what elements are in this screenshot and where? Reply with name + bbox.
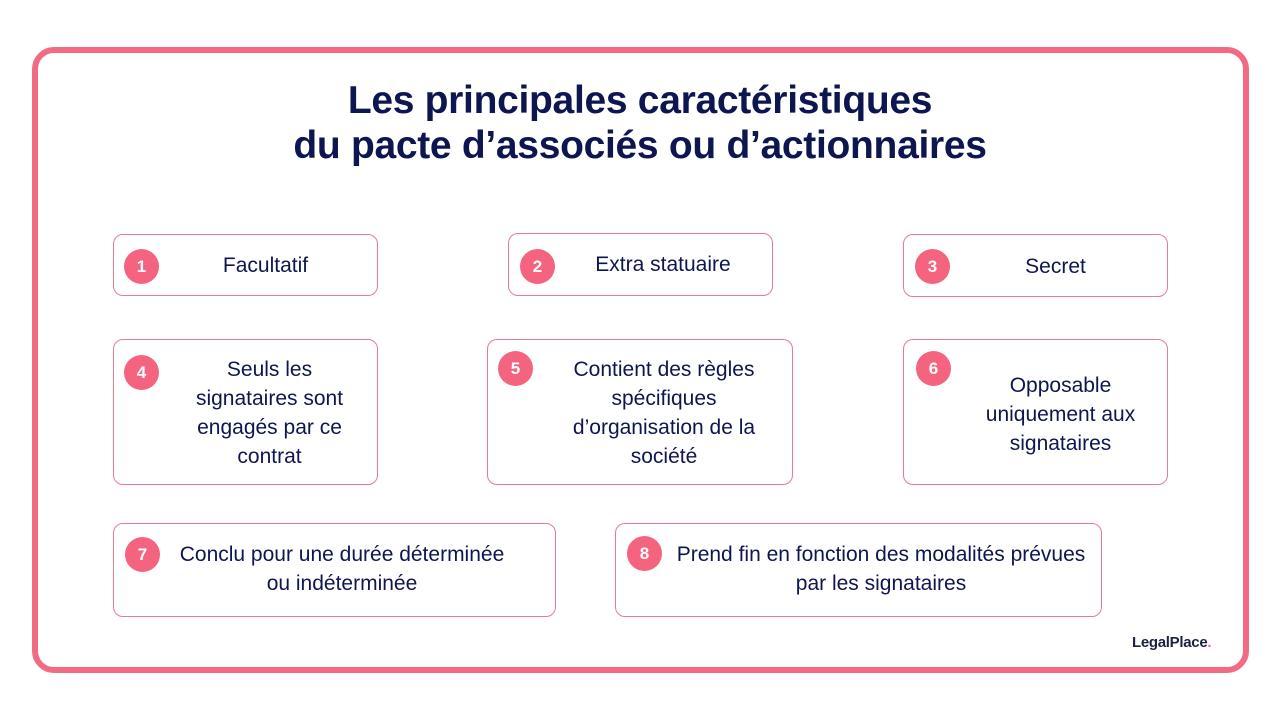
number-badge: 8 (627, 536, 662, 571)
card-2 (508, 233, 773, 296)
highlight-actionnaires: d’actionnaires (726, 124, 987, 167)
number-badge: 3 (915, 249, 950, 284)
card-6 (903, 339, 1168, 485)
card-7 (113, 523, 556, 617)
card-text: Secret (1025, 255, 1086, 278)
card-text: Opposable uniquement aux signataires (985, 374, 1136, 455)
card-1 (113, 234, 378, 296)
card-text: Contient des règles spécifiques d’organisation de la société (572, 358, 756, 468)
card-3 (903, 234, 1168, 297)
card-5 (487, 339, 793, 485)
title-line-2: du pacte d’associés ou d’actionnaires (293, 124, 987, 167)
card-text: Prend fin en fonction des modalités prévues par les signataires (676, 543, 1086, 595)
number-badge: 2 (520, 249, 555, 284)
page-title (0, 78, 1280, 168)
number-badge: 7 (125, 537, 160, 572)
card-text: Conclu pour une durée déterminée ou indéterminée (179, 543, 505, 595)
number-badge: 6 (916, 351, 951, 386)
number-badge: 1 (124, 249, 159, 284)
card-4 (113, 339, 378, 485)
title-line-1: Les principales caractéristiques (347, 79, 933, 122)
card-text: Seuls les signataires sont engagés par ce contrat (195, 358, 344, 468)
card-text: Extra statuaire (595, 253, 731, 276)
number-badge: 5 (498, 351, 533, 386)
highlight-pacte: pacte d’associés (350, 124, 659, 167)
number-badge: 4 (124, 355, 159, 390)
card-text: Facultatif (222, 254, 309, 277)
card-8 (615, 523, 1102, 617)
legalplace-logo: LegalPlace. (1132, 634, 1212, 651)
